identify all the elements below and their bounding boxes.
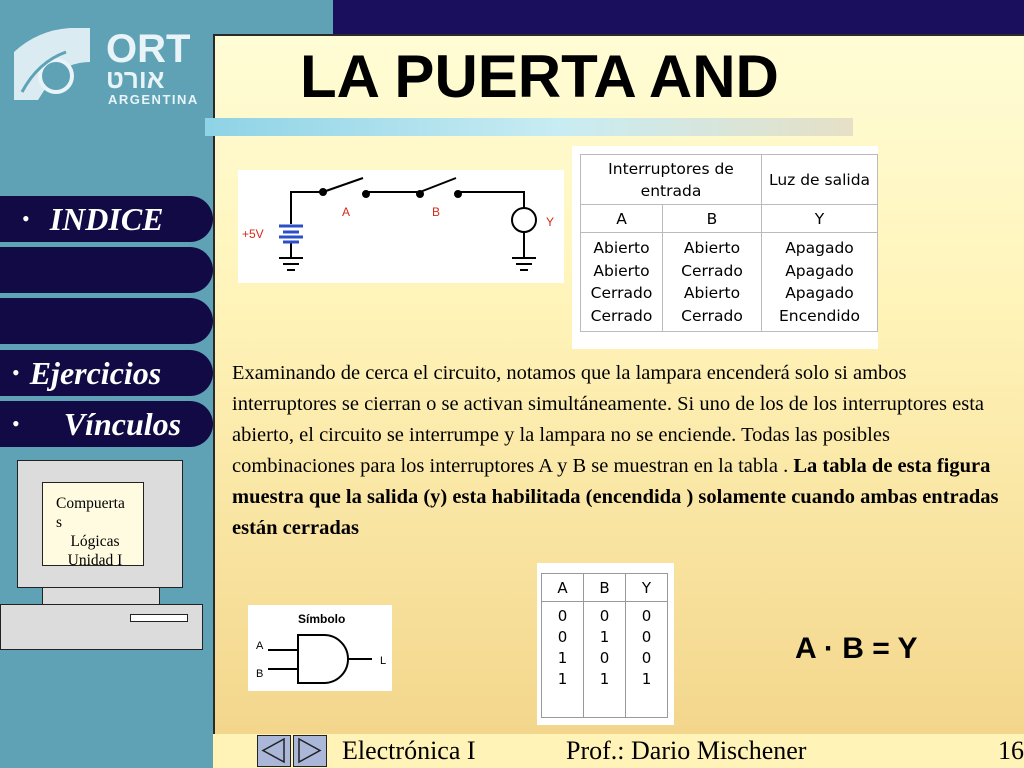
table1-cell: Abierto xyxy=(683,284,741,302)
and-gate-symbol xyxy=(248,605,392,691)
top-bar xyxy=(333,0,1024,34)
computer-base xyxy=(0,604,203,650)
table1-cell: Encendido xyxy=(779,306,860,325)
triangle-right-icon xyxy=(294,736,325,765)
screen-line-2: s xyxy=(56,514,63,531)
table1-cell: Abierto xyxy=(593,239,650,257)
table2-col-b xyxy=(584,602,626,718)
footer-course: Electrónica I xyxy=(342,736,476,765)
table2-cell: 0 xyxy=(557,607,568,625)
nav-blank-button-2[interactable] xyxy=(0,298,213,344)
table2-cell: 1 xyxy=(599,628,610,646)
table1-header-output: Luz de salida xyxy=(762,155,878,205)
explanation-text xyxy=(232,358,1012,544)
ort-logo xyxy=(8,22,208,108)
triangle-left-icon xyxy=(258,736,289,765)
table2-cell: 0 xyxy=(641,607,652,625)
table1-header-inputs: Interruptores de entrada xyxy=(581,155,762,205)
table1-cell: Cerrado xyxy=(681,261,743,280)
table2-header-a: A xyxy=(542,574,584,602)
logo-hebrew: אורט xyxy=(106,64,165,94)
table1-col-b xyxy=(663,233,762,332)
next-slide-button[interactable] xyxy=(293,735,327,767)
nav-blank-button-1[interactable] xyxy=(0,247,213,293)
computer-screen-text[interactable] xyxy=(44,494,146,570)
symbol-input-b: B xyxy=(256,668,264,680)
table1-col-y xyxy=(762,233,878,332)
table2-cell: 0 xyxy=(641,649,652,667)
table1-letter-a: A xyxy=(581,205,663,233)
previous-slide-button[interactable] xyxy=(257,735,291,767)
switch-table xyxy=(580,154,878,332)
table2-cell: 1 xyxy=(557,649,568,667)
switch-b-label: B xyxy=(432,205,441,219)
nav-indice-button[interactable] xyxy=(0,196,213,242)
table1-cell: Apagado xyxy=(785,261,854,280)
binary-table xyxy=(541,573,668,718)
and-gate-icon xyxy=(268,635,372,683)
table1-col-a xyxy=(581,233,663,332)
table2-header-y: Y xyxy=(626,574,668,602)
table2-header-b: B xyxy=(584,574,626,602)
nav-bullet: • xyxy=(12,411,20,436)
nav-vinculos-label: Vínculos xyxy=(63,405,182,442)
and-circuit-diagram xyxy=(238,170,564,283)
table1-cell: Abierto xyxy=(593,261,650,280)
screen-line-4: Unidad I xyxy=(67,552,123,569)
explanation-normal: Examinando de cerca el circuito, notamos que la lampara encenderá solo si ambos interruptores se cierran o se activan simultáneamente. Si uno de los de los interruptores esta abierto, el circuito se interrumpe y la lampara no se enciende. Todas las posibles combinaciones para los interruptores A y B se muestran en la tabla . xyxy=(232,362,985,477)
logo-country: ARGENTINA xyxy=(108,92,199,107)
table1-cell: Apagado xyxy=(785,284,854,302)
footer-professor: Prof.: Dario Mischener xyxy=(566,736,807,765)
computer-neck xyxy=(42,587,160,605)
symbol-input-a: A xyxy=(256,640,264,652)
symbol-output: L xyxy=(380,655,387,667)
battery-icon xyxy=(279,226,303,242)
table1-letter-y: Y xyxy=(762,205,878,233)
table2-cell: 0 xyxy=(599,607,610,625)
table1-letter-b: B xyxy=(663,205,762,233)
table2-cell: 1 xyxy=(557,670,568,688)
nav-bullet: • xyxy=(12,360,20,385)
explanation-bold: La tabla de esta figura muestra que la salida (y) esta habilitada (encendida ) solamente cuando ambas entradas están cerradas xyxy=(232,455,999,539)
nav-vinculos-button[interactable] xyxy=(0,401,213,447)
disk-drive-slot xyxy=(130,614,188,622)
table2-cell: 0 xyxy=(599,649,610,667)
nav-ejercicios-button[interactable] xyxy=(0,350,213,396)
switch-truth-table xyxy=(572,146,878,349)
switch-a-label: A xyxy=(342,205,351,219)
nav-indice-label: INDICE xyxy=(49,200,164,237)
table2-cell: 1 xyxy=(599,670,610,688)
gear-leaf-icon xyxy=(14,28,90,100)
table2-col-y xyxy=(626,602,668,718)
nav-bullet: • xyxy=(22,206,30,231)
table1-cell: Cerrado xyxy=(590,306,653,325)
page-number: 16 xyxy=(998,736,1024,765)
table1-cell: Abierto xyxy=(683,239,741,257)
symbol-title: Símbolo xyxy=(298,612,346,626)
table2-cell: 1 xyxy=(641,670,652,688)
voltage-label: +5V xyxy=(242,227,264,241)
lamp-label: Y xyxy=(546,215,555,229)
logo-name: ORT xyxy=(106,27,191,71)
table1-cell: Cerrado xyxy=(590,284,653,302)
table2-cell: 0 xyxy=(557,628,568,646)
table2-cell: 0 xyxy=(641,628,652,646)
page-title: LA PUERTA AND xyxy=(300,43,779,110)
table1-cell: Cerrado xyxy=(681,306,743,325)
boolean-equation: A · B = Y xyxy=(795,632,918,665)
screen-line-3: Lógicas xyxy=(70,533,120,550)
nav-ejercicios-label: Ejercicios xyxy=(29,354,162,391)
table2-col-a xyxy=(542,602,584,718)
title-underline xyxy=(205,118,853,136)
table1-cell: Apagado xyxy=(785,239,854,257)
binary-truth-table xyxy=(537,563,674,725)
screen-line-1: Compuerta xyxy=(56,495,125,512)
